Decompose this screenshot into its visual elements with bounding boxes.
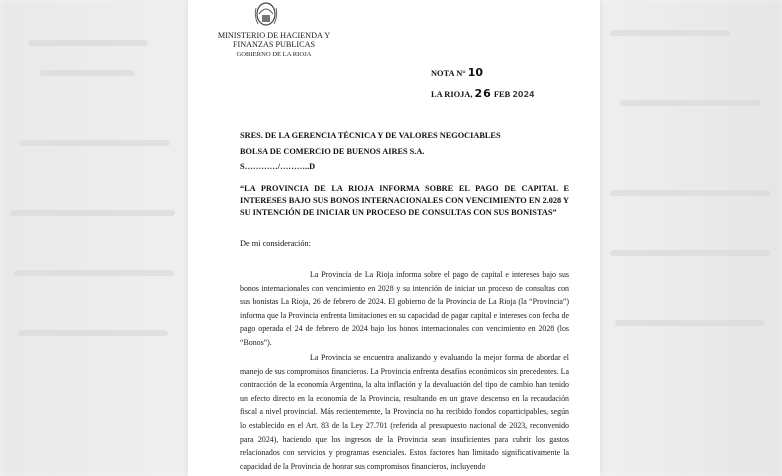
provincial-crest-icon bbox=[253, 0, 279, 30]
addressee-line: BOLSA DE COMERCIO DE BUENOS AIRES S.A. bbox=[240, 146, 425, 156]
ministry-line: MINISTERIO DE HACIENDA Y bbox=[217, 31, 331, 40]
background-blur-line bbox=[610, 30, 730, 36]
greeting: De mi consideración: bbox=[240, 239, 311, 248]
government-line: GOBIERNO DE LA RIOJA bbox=[236, 50, 312, 58]
subject-headline: “LA PROVINCIA DE LA RIOJA INFORMA SOBRE EL PAGO DE CAPITAL E INTERESES BAJO SUS BONOS INTERNACIONALES CON VENCIMIENTO EN 2.028 Y SU INTENCIÓN DE INICIAR UN PROCESO DE CONSULTAS CON SUS BONISTAS” bbox=[240, 184, 569, 218]
blurred-background-right bbox=[592, 0, 782, 476]
background-blur-line bbox=[20, 140, 170, 146]
note-number-value: 10 bbox=[467, 66, 484, 79]
note-date bbox=[431, 87, 535, 100]
addressee-line: SRES. DE LA GERENCIA TÉCNICA Y DE VALORES NEGOCIABLES bbox=[240, 131, 501, 140]
date-year: 2024 bbox=[512, 90, 535, 99]
date-day: 26 bbox=[474, 87, 492, 100]
note-label: NOTA N° bbox=[431, 69, 466, 78]
body-paragraph: La Provincia se encuentra analizando y evaluando la mejor forma de abordar el manejo de sus compromisos financieros. La Provincia enfrenta desafíos económicos sin precedentes. La contracción de la economía Argentina, la alta inflación y la devaluación del tipo de cambio han tenido un efecto directo en la economía de la Provincia, resultando en un grave descenso en la recaudación fiscal a nivel provincial. Más recientemente, la Provincia no ha recibido fondos coparticipables, según lo establecido en el Art. 83 de la Ley 27.701 (referida al presupuesto nacional de 2023, reconvenido para 2024), haciendo que los ingresos de la Provincia sean insuficientes para cubrir los gastos relacionados con servicios y programas esenciales. Estos factores han limitado significativamente la capacidad de la Provincia de honrar sus compromisos financieros, incluyendo bbox=[240, 353, 569, 471]
background-blur-line bbox=[610, 250, 770, 256]
addressee-block bbox=[240, 128, 501, 175]
addressee-line: S…………/………..D bbox=[240, 162, 316, 171]
background-blur-line bbox=[18, 330, 168, 336]
background-blur-line bbox=[10, 210, 175, 216]
background-blur-line bbox=[615, 320, 765, 326]
background-blur-line bbox=[40, 70, 135, 76]
body-paragraph: La Provincia de La Rioja informa sobre el pago de capital e intereses bajo sus bonos internacionales con vencimiento en 2028 y su intención de iniciar un proceso de consultas con sus bonistas La Rioja, 26 de febrero de 2024. El gobierno de la Provincia de La Rioja (la “Provincia”) informa que la Provincia enfrenta limitaciones en su capacidad de pagar capital e intereses con fecha de pago operada el 24 de febrero de 2024 bajo los bonos internacionales con vencimiento en 2028 (los “Bonos”). bbox=[240, 270, 569, 347]
ministry-line: FINANZAS PUBLICAS bbox=[232, 40, 316, 50]
date-place: LA RIOJA, bbox=[431, 90, 473, 99]
background-blur-line bbox=[14, 270, 174, 276]
note-number bbox=[431, 66, 483, 79]
background-blur-line bbox=[620, 100, 760, 106]
background-blur-line bbox=[28, 40, 148, 46]
ministry-header bbox=[208, 31, 340, 59]
date-month-stamp: FEB bbox=[493, 90, 511, 99]
background-blur-line bbox=[610, 190, 770, 196]
